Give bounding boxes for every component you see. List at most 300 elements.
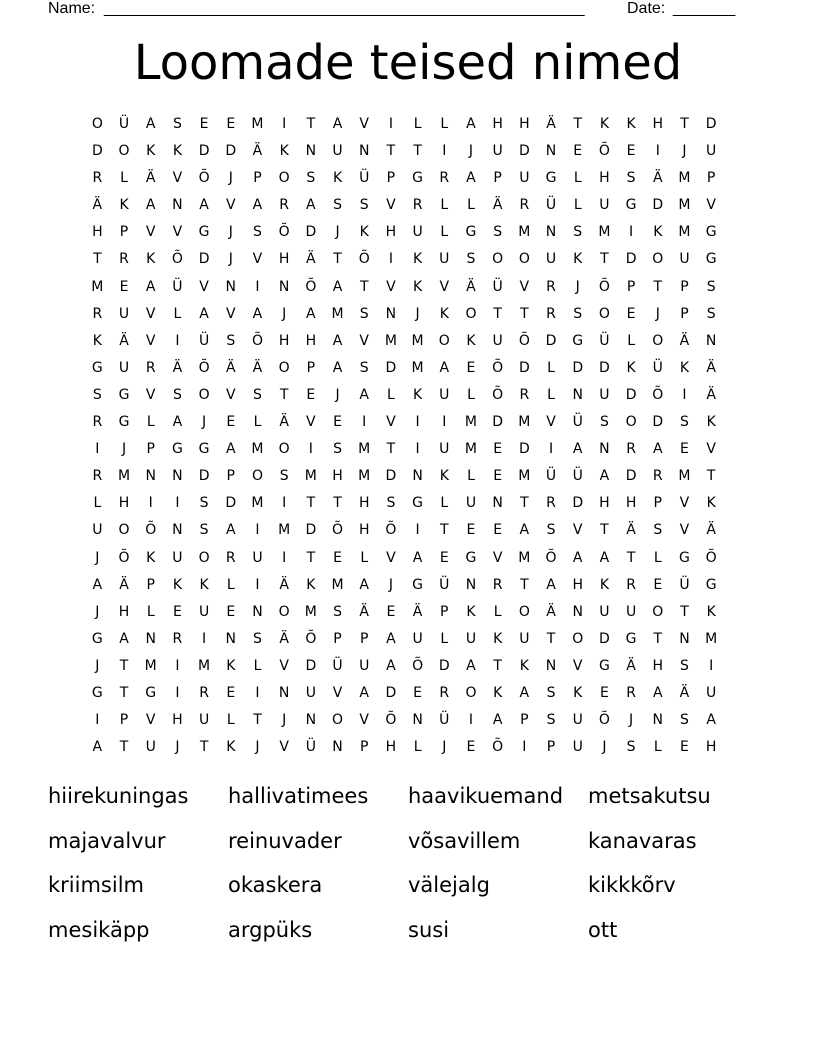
grid-cell[interactable]: Õ xyxy=(412,657,424,674)
grid-cell[interactable]: N xyxy=(225,630,237,647)
grid-cell[interactable]: P xyxy=(359,630,369,647)
grid-cell[interactable]: E xyxy=(226,684,236,701)
grid-cell[interactable]: K xyxy=(626,359,636,376)
grid-cell[interactable]: O xyxy=(198,386,210,403)
grid-cell[interactable]: O xyxy=(278,603,290,620)
grid-cell[interactable]: K xyxy=(706,603,716,620)
grid-cell[interactable]: T xyxy=(359,278,369,295)
grid-cell[interactable]: O xyxy=(598,305,610,322)
grid-cell[interactable]: K xyxy=(146,549,156,566)
grid-cell[interactable]: O xyxy=(278,170,290,187)
grid-cell[interactable]: K xyxy=(519,657,529,674)
grid-cell[interactable]: I xyxy=(442,143,447,160)
grid-cell[interactable]: T xyxy=(520,495,529,512)
grid-cell[interactable]: U xyxy=(145,739,156,756)
grid-cell[interactable]: H xyxy=(118,603,130,620)
grid-cell[interactable]: O xyxy=(251,468,263,485)
grid-cell[interactable]: Ü xyxy=(545,468,557,485)
grid-cell[interactable]: Ä xyxy=(706,522,716,539)
grid-cell[interactable]: U xyxy=(492,143,503,160)
grid-cell[interactable]: L xyxy=(440,224,449,241)
grid-cell[interactable]: G xyxy=(91,684,103,701)
grid-cell[interactable]: J xyxy=(95,603,100,620)
date-blank[interactable]: _______ xyxy=(673,0,736,17)
grid-cell[interactable]: I xyxy=(388,116,393,132)
grid-cell[interactable]: S xyxy=(680,712,689,729)
grid-cell[interactable]: U xyxy=(332,143,343,160)
grid-cell[interactable]: T xyxy=(626,549,636,566)
grid-cell[interactable]: U xyxy=(599,386,610,403)
grid-cell[interactable]: H xyxy=(92,224,103,241)
grid-cell[interactable]: T xyxy=(520,576,529,593)
grid-cell[interactable]: J xyxy=(228,251,233,268)
grid-cell[interactable]: T xyxy=(653,630,663,647)
grid-cell[interactable]: U xyxy=(465,630,477,647)
grid-cell[interactable]: R xyxy=(546,495,556,512)
grid-cell[interactable]: N xyxy=(465,576,477,593)
grid-cell[interactable]: K xyxy=(413,278,423,295)
grid-cell[interactable]: R xyxy=(626,441,636,458)
grid-cell[interactable]: J xyxy=(575,278,580,295)
grid-cell[interactable]: S xyxy=(573,305,583,322)
grid-cell[interactable]: T xyxy=(119,684,129,701)
grid-cell[interactable]: S xyxy=(706,278,716,295)
grid-cell[interactable]: A xyxy=(359,386,369,403)
grid-cell[interactable]: Ä xyxy=(225,359,236,376)
grid-cell[interactable]: V xyxy=(386,414,396,431)
grid-cell[interactable]: T xyxy=(119,739,129,756)
grid-cell[interactable]: O xyxy=(332,712,344,729)
grid-cell[interactable]: O xyxy=(465,684,477,701)
grid-cell[interactable]: U xyxy=(625,603,637,620)
grid-cell[interactable]: D xyxy=(545,332,557,349)
grid-cell[interactable]: Õ xyxy=(652,386,664,403)
grid-cell[interactable]: A xyxy=(466,116,476,132)
grid-cell[interactable]: Ü xyxy=(359,170,370,187)
grid-cell[interactable]: Ä xyxy=(626,657,636,674)
grid-cell[interactable]: Ä xyxy=(119,332,129,349)
grid-cell[interactable]: A xyxy=(466,657,476,674)
grid-cell[interactable]: L xyxy=(93,495,102,512)
grid-cell[interactable]: Õ xyxy=(118,549,130,566)
grid-cell[interactable]: D xyxy=(572,359,584,376)
grid-cell[interactable]: L xyxy=(226,712,235,729)
grid-cell[interactable]: G xyxy=(679,549,690,566)
grid-cell[interactable]: O xyxy=(91,116,103,132)
grid-cell[interactable]: E xyxy=(626,143,636,160)
grid-cell[interactable]: A xyxy=(572,549,583,566)
grid-cell[interactable]: M xyxy=(705,630,718,647)
grid-cell[interactable]: A xyxy=(145,116,156,132)
grid-cell[interactable]: A xyxy=(332,278,343,295)
grid-cell[interactable]: S xyxy=(653,522,663,539)
grid-cell[interactable]: T xyxy=(706,468,716,485)
grid-cell[interactable]: E xyxy=(466,359,476,376)
grid-cell[interactable]: Ä xyxy=(679,684,690,701)
grid-cell[interactable]: V xyxy=(145,712,156,729)
grid-cell[interactable]: P xyxy=(680,278,689,295)
grid-cell[interactable]: K xyxy=(573,684,583,701)
grid-cell[interactable]: R xyxy=(92,305,103,322)
grid-cell[interactable]: Ü xyxy=(172,278,183,295)
grid-cell[interactable]: A xyxy=(92,739,103,756)
grid-cell[interactable]: L xyxy=(440,116,449,132)
grid-cell[interactable]: M xyxy=(678,197,691,214)
grid-cell[interactable]: E xyxy=(199,116,209,132)
grid-cell[interactable]: A xyxy=(572,441,583,458)
grid-cell[interactable]: S xyxy=(253,224,262,241)
grid-cell[interactable]: K xyxy=(679,359,690,376)
grid-cell[interactable]: V xyxy=(172,170,183,187)
grid-cell[interactable]: M xyxy=(198,657,211,674)
grid-cell[interactable]: D xyxy=(625,251,637,268)
grid-cell[interactable]: S xyxy=(466,251,476,268)
grid-cell[interactable]: M xyxy=(678,468,691,485)
grid-cell[interactable]: V xyxy=(252,251,263,268)
grid-cell[interactable]: P xyxy=(359,739,369,756)
grid-cell[interactable]: A xyxy=(119,630,129,647)
grid-cell[interactable]: S xyxy=(253,630,262,647)
grid-cell[interactable]: U xyxy=(172,549,183,566)
grid-cell[interactable]: Ä xyxy=(252,143,263,160)
grid-cell[interactable]: A xyxy=(359,684,369,701)
grid-cell[interactable]: Õ xyxy=(705,549,717,566)
grid-cell[interactable]: V xyxy=(199,278,209,295)
grid-cell[interactable]: G xyxy=(412,495,424,512)
grid-cell[interactable]: H xyxy=(332,468,343,485)
grid-cell[interactable]: H xyxy=(572,576,583,593)
grid-cell[interactable]: A xyxy=(519,684,530,701)
grid-cell[interactable]: L xyxy=(653,549,662,566)
grid-cell[interactable]: U xyxy=(706,684,717,701)
grid-cell[interactable]: I xyxy=(95,712,100,729)
grid-cell[interactable]: T xyxy=(600,251,609,268)
grid-cell[interactable]: P xyxy=(653,495,662,512)
grid-cell[interactable]: M xyxy=(358,468,371,485)
grid-cell[interactable]: Õ xyxy=(198,359,210,376)
grid-cell[interactable]: J xyxy=(282,712,287,729)
grid-cell[interactable]: S xyxy=(199,522,209,539)
grid-cell[interactable]: O xyxy=(572,630,584,647)
grid-cell[interactable]: M xyxy=(411,359,424,376)
grid-cell[interactable]: M xyxy=(331,305,344,322)
grid-cell[interactable]: Ä xyxy=(306,251,316,268)
grid-cell[interactable]: D xyxy=(438,657,450,674)
grid-cell[interactable]: L xyxy=(440,495,449,512)
grid-cell[interactable]: V xyxy=(225,197,236,214)
grid-cell[interactable]: N xyxy=(652,712,664,729)
grid-cell[interactable]: G xyxy=(572,332,584,349)
grid-cell[interactable]: M xyxy=(91,278,104,295)
grid-cell[interactable]: L xyxy=(573,197,582,214)
grid-cell[interactable]: M xyxy=(411,332,424,349)
grid-cell[interactable]: U xyxy=(519,630,530,647)
grid-cell[interactable]: S xyxy=(172,116,182,132)
grid-cell[interactable]: I xyxy=(388,251,393,268)
grid-cell[interactable]: K xyxy=(172,143,182,160)
grid-cell[interactable]: U xyxy=(118,359,130,376)
grid-cell[interactable]: Ä xyxy=(279,576,289,593)
grid-cell[interactable]: Ü xyxy=(679,576,690,593)
grid-cell[interactable]: D xyxy=(198,143,210,160)
grid-cell[interactable]: Ü xyxy=(545,197,557,214)
grid-cell[interactable]: J xyxy=(202,414,207,431)
grid-cell[interactable]: H xyxy=(385,224,397,241)
grid-cell[interactable]: N xyxy=(305,712,317,729)
grid-cell[interactable]: O xyxy=(118,143,130,160)
grid-cell[interactable]: I xyxy=(202,630,207,647)
grid-cell[interactable]: A xyxy=(546,576,556,593)
grid-cell[interactable]: T xyxy=(653,278,663,295)
grid-cell[interactable]: K xyxy=(493,630,503,647)
grid-cell[interactable]: N xyxy=(332,739,343,756)
grid-cell[interactable]: G xyxy=(412,170,424,187)
grid-cell[interactable]: I xyxy=(95,441,100,458)
grid-cell[interactable]: K xyxy=(359,224,369,241)
grid-cell[interactable]: N xyxy=(385,305,397,322)
grid-cell[interactable]: Ä xyxy=(172,359,183,376)
grid-cell[interactable]: A xyxy=(386,630,396,647)
grid-cell[interactable]: I xyxy=(308,441,313,458)
grid-cell[interactable]: R xyxy=(519,197,530,214)
grid-cell[interactable]: M xyxy=(678,224,691,241)
grid-cell[interactable]: K xyxy=(226,739,236,756)
grid-cell[interactable]: D xyxy=(572,495,584,512)
grid-cell[interactable]: N xyxy=(492,495,503,512)
grid-cell[interactable]: V xyxy=(279,739,289,756)
grid-cell[interactable]: Õ xyxy=(305,278,317,295)
grid-cell[interactable]: M xyxy=(518,468,531,485)
grid-cell[interactable]: K xyxy=(599,576,609,593)
grid-cell[interactable]: D xyxy=(225,495,237,512)
grid-cell[interactable]: Õ xyxy=(145,522,157,539)
grid-cell[interactable]: L xyxy=(573,170,582,187)
grid-cell[interactable]: Ä xyxy=(466,278,476,295)
grid-cell[interactable]: N xyxy=(412,468,423,485)
grid-cell[interactable]: J xyxy=(121,441,127,458)
grid-cell[interactable]: Õ xyxy=(171,251,183,268)
grid-cell[interactable]: N xyxy=(705,332,717,349)
grid-cell[interactable]: J xyxy=(442,739,447,756)
grid-cell[interactable]: H xyxy=(358,495,370,512)
grid-cell[interactable]: I xyxy=(468,712,474,729)
grid-cell[interactable]: I xyxy=(415,414,420,431)
grid-cell[interactable]: U xyxy=(519,170,530,187)
grid-cell[interactable]: G xyxy=(598,657,610,674)
grid-cell[interactable]: J xyxy=(95,549,100,566)
grid-cell[interactable]: A xyxy=(145,197,156,214)
grid-cell[interactable]: R xyxy=(225,549,236,566)
grid-cell[interactable]: Ä xyxy=(92,197,103,214)
grid-cell[interactable]: R xyxy=(626,576,636,593)
grid-cell[interactable]: P xyxy=(333,630,342,647)
grid-cell[interactable]: E xyxy=(466,522,476,539)
grid-cell[interactable]: Ä xyxy=(706,386,716,403)
grid-cell[interactable]: S xyxy=(493,224,503,241)
grid-cell[interactable]: V xyxy=(359,116,369,132)
grid-cell[interactable]: Ü xyxy=(492,278,503,295)
grid-cell[interactable]: K xyxy=(626,116,636,132)
grid-cell[interactable]: U xyxy=(679,251,690,268)
grid-cell[interactable]: S xyxy=(253,386,262,403)
grid-cell[interactable]: T xyxy=(199,739,209,756)
grid-cell[interactable]: V xyxy=(145,386,156,403)
grid-cell[interactable]: V xyxy=(386,197,396,214)
grid-cell[interactable]: Õ xyxy=(545,549,557,566)
grid-cell[interactable]: H xyxy=(278,251,290,268)
grid-cell[interactable]: A xyxy=(492,712,503,729)
grid-cell[interactable]: H xyxy=(519,116,530,132)
grid-cell[interactable]: I xyxy=(415,441,420,458)
grid-cell[interactable]: E xyxy=(172,603,182,620)
grid-cell[interactable]: V xyxy=(439,278,450,295)
grid-cell[interactable]: D xyxy=(198,251,210,268)
grid-cell[interactable]: I xyxy=(362,414,367,431)
grid-cell[interactable]: V xyxy=(706,441,716,458)
grid-cell[interactable]: R xyxy=(172,630,183,647)
grid-cell[interactable]: J xyxy=(95,657,100,674)
grid-cell[interactable]: P xyxy=(253,170,262,187)
grid-cell[interactable]: M xyxy=(251,495,264,512)
grid-cell[interactable]: R xyxy=(145,359,156,376)
grid-cell[interactable]: J xyxy=(682,143,687,160)
grid-cell[interactable]: V xyxy=(679,495,690,512)
grid-cell[interactable]: O xyxy=(625,414,637,431)
grid-cell[interactable]: M xyxy=(117,468,131,485)
grid-cell[interactable]: E xyxy=(599,684,609,701)
grid-cell[interactable]: T xyxy=(413,143,422,160)
grid-cell[interactable]: G xyxy=(412,576,424,593)
grid-cell[interactable]: E xyxy=(306,386,316,403)
grid-cell[interactable]: U xyxy=(572,739,583,756)
grid-cell[interactable]: G xyxy=(545,170,557,187)
grid-cell[interactable]: K xyxy=(92,332,102,349)
grid-cell[interactable]: H xyxy=(625,495,637,512)
grid-cell[interactable]: H xyxy=(172,712,183,729)
grid-cell[interactable]: D xyxy=(91,143,103,160)
grid-cell[interactable]: P xyxy=(680,305,689,322)
grid-cell[interactable]: V xyxy=(359,332,369,349)
grid-cell[interactable]: A xyxy=(145,278,156,295)
grid-cell[interactable]: T xyxy=(493,657,502,674)
grid-cell[interactable]: L xyxy=(653,739,662,756)
grid-cell[interactable]: A xyxy=(332,116,343,132)
grid-cell[interactable]: H xyxy=(492,116,503,132)
grid-cell[interactable]: S xyxy=(626,739,636,756)
grid-cell[interactable]: K xyxy=(146,143,156,160)
grid-cell[interactable]: T xyxy=(306,495,316,512)
grid-cell[interactable]: O xyxy=(518,251,530,268)
grid-cell[interactable]: R xyxy=(199,684,209,701)
grid-cell[interactable]: L xyxy=(173,305,182,322)
grid-cell[interactable]: P xyxy=(546,739,556,756)
grid-cell[interactable]: N xyxy=(278,278,290,295)
grid-cell[interactable]: U xyxy=(572,712,583,729)
grid-cell[interactable]: Ü xyxy=(332,657,343,674)
grid-cell[interactable]: L xyxy=(440,197,449,214)
grid-cell[interactable]: Ü xyxy=(572,414,583,431)
grid-cell[interactable]: G xyxy=(198,224,210,241)
grid-cell[interactable]: S xyxy=(333,603,342,620)
grid-cell[interactable]: N xyxy=(172,468,183,485)
grid-cell[interactable]: V xyxy=(519,278,530,295)
grid-cell[interactable]: D xyxy=(305,522,317,539)
grid-cell[interactable]: U xyxy=(706,143,717,160)
grid-cell[interactable]: J xyxy=(335,224,340,241)
grid-cell[interactable]: L xyxy=(253,657,262,674)
grid-cell[interactable]: R xyxy=(546,305,556,322)
grid-cell[interactable]: N xyxy=(305,143,317,160)
grid-cell[interactable]: R xyxy=(492,576,503,593)
grid-cell[interactable]: K xyxy=(439,305,449,322)
grid-cell[interactable]: E xyxy=(493,522,503,539)
grid-cell[interactable]: L xyxy=(120,170,128,187)
grid-cell[interactable]: N xyxy=(358,143,370,160)
grid-cell[interactable]: M xyxy=(358,441,371,458)
grid-cell[interactable]: O xyxy=(652,251,664,268)
grid-cell[interactable]: P xyxy=(493,170,502,187)
grid-cell[interactable]: Ü xyxy=(572,468,583,485)
grid-cell[interactable]: Ä xyxy=(359,603,369,620)
grid-cell[interactable]: L xyxy=(467,197,475,214)
grid-cell[interactable]: S xyxy=(680,657,689,674)
grid-cell[interactable]: R xyxy=(412,197,423,214)
grid-cell[interactable]: H xyxy=(652,657,664,674)
grid-cell[interactable]: M xyxy=(678,170,691,187)
grid-cell[interactable]: V xyxy=(706,197,716,214)
grid-cell[interactable]: V xyxy=(279,657,289,674)
grid-cell[interactable]: Õ xyxy=(305,630,317,647)
grid-cell[interactable]: G xyxy=(145,684,157,701)
grid-cell[interactable]: D xyxy=(625,468,637,485)
grid-cell[interactable]: M xyxy=(331,576,344,593)
grid-cell[interactable]: S xyxy=(199,495,209,512)
grid-cell[interactable]: Ü xyxy=(439,712,450,729)
grid-cell[interactable]: H xyxy=(278,332,290,349)
grid-cell[interactable]: G xyxy=(91,630,103,647)
grid-cell[interactable]: N xyxy=(172,522,183,539)
grid-cell[interactable]: M xyxy=(304,468,317,485)
grid-cell[interactable]: K xyxy=(332,170,343,187)
grid-cell[interactable]: A xyxy=(172,414,183,431)
grid-cell[interactable]: J xyxy=(282,305,287,322)
grid-cell[interactable]: Ä xyxy=(252,359,263,376)
grid-cell[interactable]: Õ xyxy=(385,522,397,539)
grid-cell[interactable]: P xyxy=(146,576,155,593)
grid-cell[interactable]: S xyxy=(546,522,556,539)
grid-cell[interactable]: P xyxy=(440,603,449,620)
grid-cell[interactable]: M xyxy=(384,332,397,349)
grid-cell[interactable]: D xyxy=(518,441,530,458)
grid-cell[interactable]: S xyxy=(172,386,182,403)
grid-cell[interactable]: E xyxy=(466,739,476,756)
grid-cell[interactable]: S xyxy=(279,468,289,485)
grid-cell[interactable]: P xyxy=(146,441,155,458)
grid-cell[interactable]: H xyxy=(599,495,610,512)
grid-cell[interactable]: H xyxy=(705,739,717,756)
grid-cell[interactable]: O xyxy=(492,251,504,268)
grid-cell[interactable]: O xyxy=(118,522,130,539)
grid-cell[interactable]: D xyxy=(385,684,397,701)
grid-cell[interactable]: Ä xyxy=(119,576,129,593)
grid-cell[interactable]: Ä xyxy=(546,116,556,132)
grid-cell[interactable]: K xyxy=(279,143,289,160)
grid-cell[interactable]: O xyxy=(438,332,450,349)
grid-cell[interactable]: N xyxy=(572,386,583,403)
grid-cell[interactable]: A xyxy=(332,332,343,349)
grid-cell[interactable]: Ä xyxy=(412,603,423,620)
grid-cell[interactable]: I xyxy=(415,522,420,539)
